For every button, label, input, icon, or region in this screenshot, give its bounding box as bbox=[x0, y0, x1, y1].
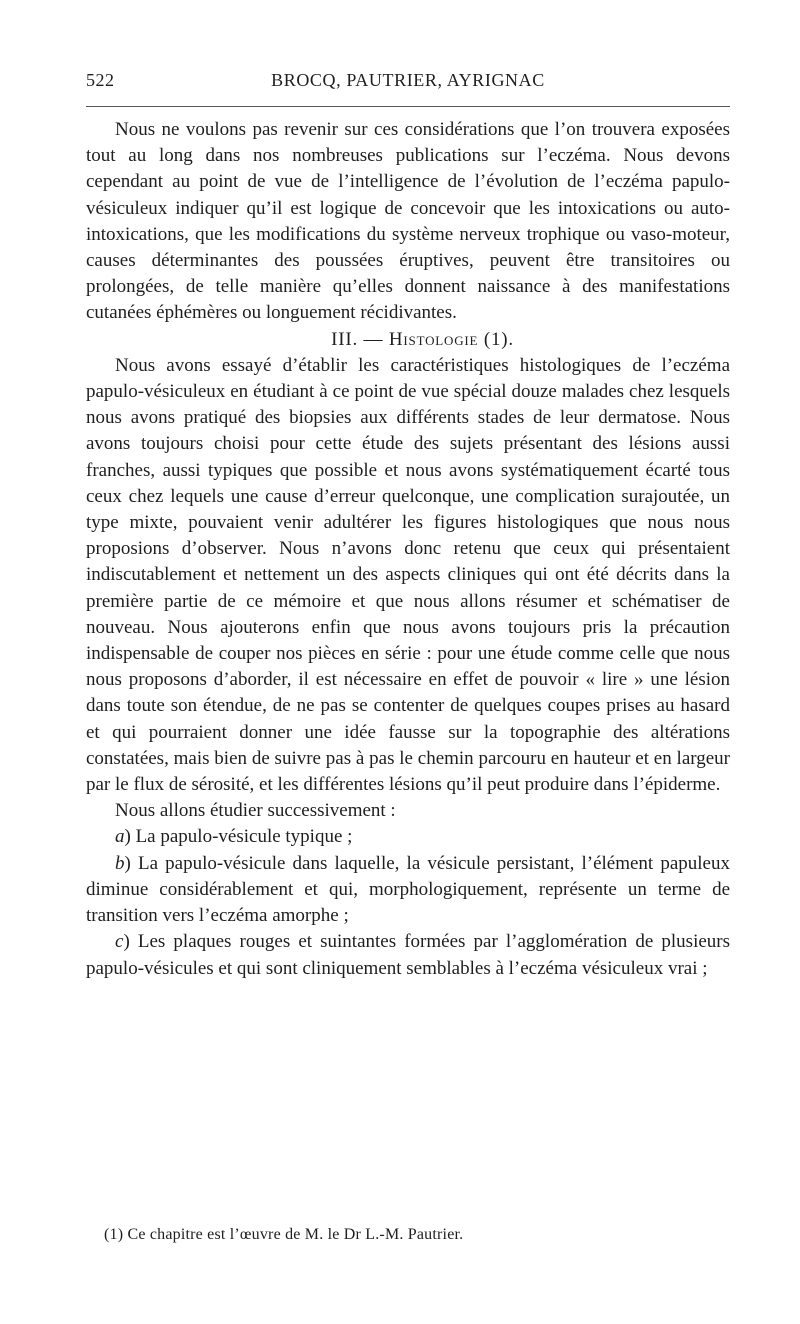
list-item-a bbox=[86, 824, 730, 850]
item-a-text: ) La papulo-vésicule typique ; bbox=[124, 826, 353, 848]
running-head: BROCQ, PAUTRIER, AYRIGNAC bbox=[271, 70, 545, 90]
main-text bbox=[86, 117, 730, 982]
section-heading bbox=[86, 327, 730, 353]
paragraph-1: Nous ne voulons pas revenir sur ces considérations que l’on trouvera exposées tout au long dans nos nombreuses publications sur l’eczéma. Nous devons cependant au point de vue de l’intelligence de l’évolution de l’eczéma papulo-vésiculeux indiquer qu’il est logique de concevoir que les intoxications ou auto-intoxications, que les modifications du système nerveux trophique ou vaso-moteur, causes déterminantes des poussées éruptives, peuvent être transitoires ou prolongées, de telle manière qu’elles donnent naissance à des manifestations cutanées éphémères ou longuement récidivantes. bbox=[86, 119, 730, 324]
item-b-letter: b bbox=[115, 852, 125, 874]
paragraph-3: Nous allons étudier successivement : bbox=[115, 800, 396, 822]
footnote: (1) Ce chapitre est l’œuvre de M. le Dr L.-M. Pautrier. bbox=[104, 1226, 464, 1243]
item-a-letter: a bbox=[115, 826, 125, 848]
page-header bbox=[86, 70, 730, 100]
item-c-text: ) Les plaques rouges et suintantes formées par l’agglomération de plusieurs papulo-vésicules et qui sont cliniquement semblables à l’eczéma vésiculeux vrai ; bbox=[86, 931, 730, 979]
footnote-ref: (1). bbox=[478, 328, 514, 350]
page-number: 522 bbox=[86, 70, 115, 90]
section-number: III. — bbox=[331, 328, 389, 350]
list-item-c bbox=[86, 929, 730, 981]
item-c-letter: c bbox=[115, 931, 124, 953]
item-b-text: ) La papulo-vésicule dans laquelle, la vésicule persistant, l’élément papuleux diminue considérablement et qui, morphologiquement, représente un terme de transition vers l’eczéma amorphe ; bbox=[86, 852, 730, 927]
list-item-b bbox=[86, 851, 730, 930]
header-rule bbox=[86, 106, 730, 107]
section-title: Histologie bbox=[388, 328, 479, 350]
paragraph-2: Nous avons essayé d’établir les caractéristiques histologiques de l’eczéma papulo-vésiculeux en étudiant à ce point de vue spécial douze malades chez lesquels nous avons pratiqué des biopsies aux différents stades de leur dermatose. Nous avons toujours choisi pour cette étude des sujets présentant des lésions aussi franches, aussi typiques que possible et nous avons systématiquement écarté tous ceux chez lequels une cause d’erreur quelconque, une complication surajoutée, un type mixte, pouvaient venir adultérer les figures histologiques que nous nous proposions d’observer. Nous n’avons donc retenu que ceux qui présentaient indiscutablement et nettement un des aspects cliniques qui ont été décrits dans la première partie de ce mémoire et que nous allons résumer et schématiser de nouveau. Nous ajouterons enfin que nous avons toujours pris la précaution indispensable de couper nos pièces en série : pour une étude comme celle que nous nous proposons d’aborder, il est nécessaire en effet de pouvoir « lire » une lésion dans toute son étendue, de ne pas se contenter de quelques coupes prises au hasard et qui pourraient donner une idée fausse sur la topographie des altérations constatées, mais bien de suivre pas à pas le chemin parcouru en hauteur et en largeur par le flux de sérosité, et les différentes lésions qu’il peut produire dans l’épiderme. bbox=[86, 354, 730, 796]
